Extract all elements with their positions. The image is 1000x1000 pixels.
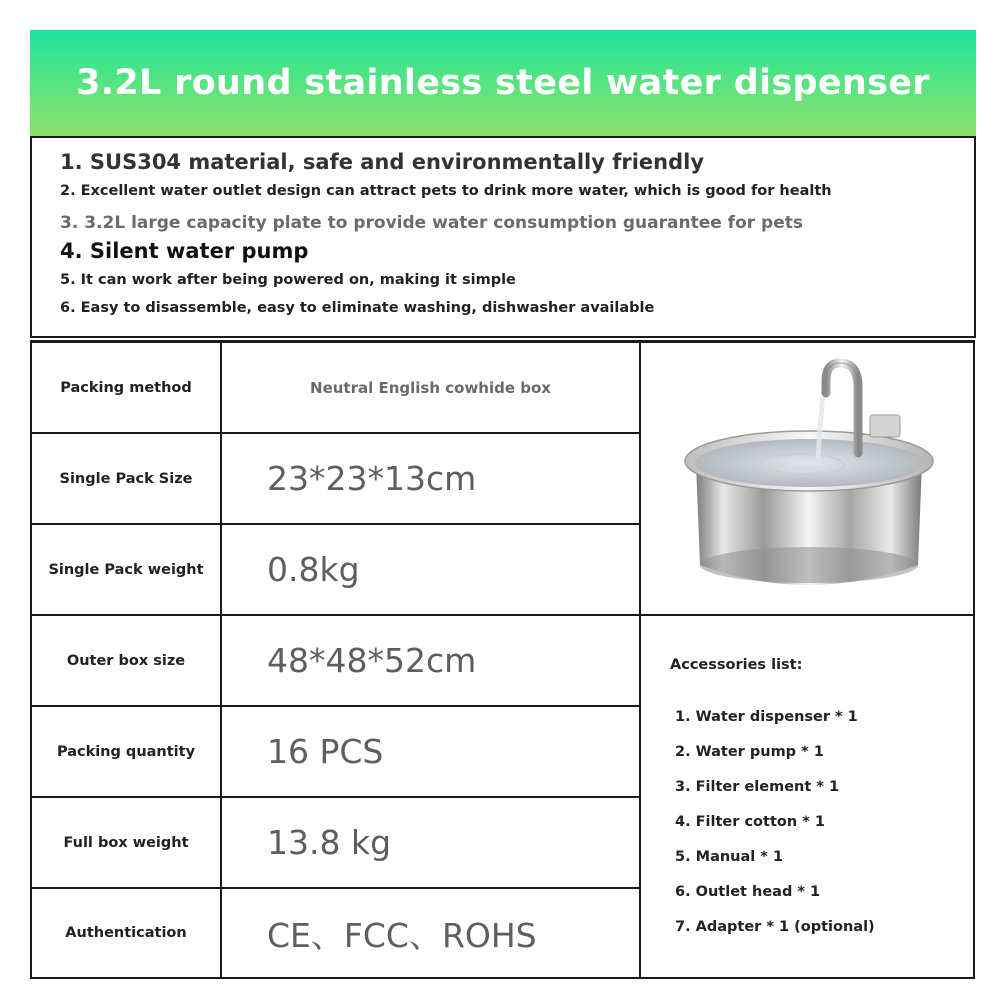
spec-label-outer-box-size: Outer box size: [66, 652, 186, 669]
accessory-item: 1. Water dispenser * 1: [675, 709, 858, 725]
feature-item: 1. SUS304 material, safe and environmentally friendly: [60, 150, 705, 174]
spec-value-full-box-weight: 13.8 kg: [267, 823, 392, 862]
accessories-title: Accessories list:: [670, 657, 803, 673]
table-border: [30, 977, 975, 979]
feature-item: 2. Excellent water outlet design can attract pets to drink more water, which is good for health: [60, 183, 832, 199]
spec-label-full-box-weight: Full box weight: [63, 834, 189, 851]
accessory-item: 4. Filter cotton * 1: [675, 814, 825, 830]
spec-label-packing-method: Packing method: [60, 379, 192, 396]
spec-value-packing-method: Neutral English cowhide box: [310, 378, 551, 397]
spec-value-single-pack-size: 23*23*13cm: [267, 459, 477, 498]
spec-table: [30, 340, 975, 976]
title-banner: [30, 30, 976, 136]
accessory-item: 3. Filter element * 1: [675, 779, 840, 795]
spec-label-authentication: Authentication: [65, 925, 187, 941]
spec-label-single-pack-weight: Single Pack weight: [48, 561, 204, 578]
spec-value-packing-quantity: 16 PCS: [267, 732, 384, 771]
product-image: [642, 343, 974, 613]
spec-label-single-pack-size: Single Pack Size: [59, 470, 193, 487]
feature-item: 4. Silent water pump: [60, 239, 309, 263]
accessory-item: 7. Adapter * 1 (optional): [675, 919, 875, 935]
accessory-item: 6. Outlet head * 1: [675, 884, 821, 900]
water-dispenser-illustration: [642, 343, 974, 613]
accessory-item: 5. Manual * 1: [675, 849, 784, 865]
feature-item: 6. Easy to disassemble, easy to eliminate washing, dishwasher available: [60, 300, 655, 316]
spec-value-single-pack-weight: 0.8kg: [267, 550, 360, 589]
feature-item: 5. It can work after being powered on, making it simple: [60, 272, 516, 288]
feature-list: [30, 136, 976, 338]
feature-item: 3. 3.2L large capacity plate to provide water consumption guarantee for pets: [60, 213, 803, 233]
page-title: 3.2L round stainless steel water dispenser: [76, 63, 930, 103]
accessory-item: 2. Water pump * 1: [675, 744, 824, 760]
column-divider: [639, 343, 641, 979]
spec-label-packing-quantity: Packing quantity: [56, 743, 196, 760]
spec-value-authentication: CE、FCC、ROHS: [267, 915, 537, 955]
spec-value-outer-box-size: 48*48*52cm: [267, 641, 477, 680]
